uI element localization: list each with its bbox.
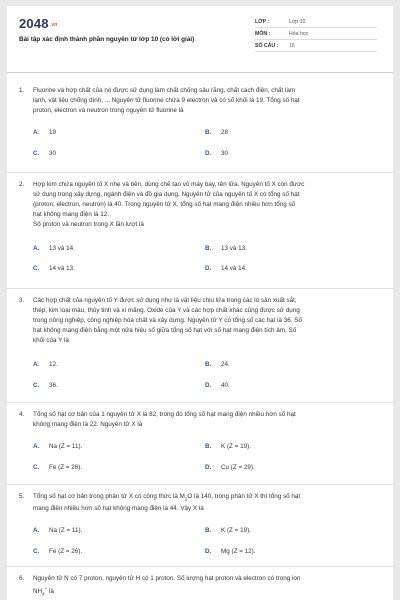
meta-row-count: SỐ CÂU : 15 [255, 40, 377, 52]
option-a[interactable]: A. 19 [33, 129, 57, 136]
question-number: 2. [19, 181, 25, 188]
question-number: 1. [19, 87, 25, 94]
meta-info [255, 16, 377, 52]
question-text-line: thép, kim loại màu, thủy tinh và xi măng. Oxide của Y và các hợp chất khác cũng được sử dụng [33, 307, 300, 314]
question-text-line: hạt không mang điện là 12. [33, 211, 109, 218]
document-title: Bài tập xác định thành phần nguyên tử lớp 10 (có lời giải) [19, 36, 195, 43]
option-b[interactable]: B. 24. [205, 361, 230, 368]
option-d[interactable]: D. Mg (Z = 12). [205, 548, 256, 556]
option-b[interactable]: B. 13 và 13. [205, 245, 247, 252]
document-header [7, 6, 393, 64]
question-text-line: Các hợp chất của nguyên tố Y được sử dụng như là vật liệu chịu lửa trong các lò sản xuất sắt, [33, 297, 297, 304]
option-d[interactable]: D. 30 [205, 150, 229, 157]
option-b[interactable]: B. 28 [205, 129, 229, 136]
question-text-line: proton, electron và neutron trong nguyên tử fluorine là [33, 107, 184, 114]
question-text-line: sử dụng trong xây dựng, ngành điện và đồ gia dụng. Nguyên tử của nguyên tố X có tổng số hạt [33, 191, 300, 198]
question-3 [19, 296, 381, 388]
option-a[interactable]: A. Na (Z = 11). [33, 443, 83, 450]
question-text-line: Fluorine và hợp chất của nó được sử dụng làm chất chống sâu răng, chất cách điện, chất làm [33, 87, 296, 94]
question-text-line: Tổng số hạt cơ bản trong phân tử X có công thức là $M_2O$ là 140, trong phân tử X thì tổng số hạt [33, 493, 301, 502]
question-text-line: không mang điện là 22. Nguyên tử X là [33, 421, 143, 428]
question-number: 4. [19, 411, 25, 418]
meta-row-class: LỚP : Lớp 10 [255, 16, 377, 28]
option-a[interactable]: A. 12. [33, 361, 58, 368]
question-text-line: (proton, electron, neutron) là 40. Trong nguyên tử X, tổng số hạt mang điện nhiều hơn tổng số [33, 201, 296, 208]
option-d[interactable]: D. 40. [205, 382, 230, 389]
logo-suffix: .vn [49, 21, 58, 28]
document-page [7, 6, 393, 600]
question-text-line: hạt không mang điện bằng một nửa hiệu số giữa tổng số hạt với số hạt mang điện tích âm. Số [33, 327, 297, 334]
question-text-line: Nguyên tử N có 7 proton, nguyên tử H có 1 proton. Số lượng hạt proton và electron có trong ion [33, 575, 301, 582]
question-text-line: Tổng số hạt cơ bản của 1 nguyên tử X là 82, trong đó tổng số hạt mang điện nhiều hơn số hạt [33, 411, 296, 418]
question-text-line: Hợp kim chứa nguyên tố X nhẹ và bền, dùng chế tạo vỏ máy bay, tên lửa. Nguyên tố X còn được [33, 181, 305, 188]
site-logo[interactable]: 2048.vn [19, 16, 58, 31]
option-d[interactable]: D. 14 và 14. [205, 265, 247, 272]
question-text-line: khối của Y là [33, 337, 69, 344]
question-number: 3. [19, 297, 25, 304]
question-text-line: $NH_4^+$ là [33, 586, 54, 597]
option-a[interactable]: A. Na (Z = 11). [33, 527, 83, 535]
option-c[interactable]: C. Fe (Z = 26). [33, 548, 83, 556]
question-6 [19, 574, 381, 599]
question-divider [7, 484, 393, 485]
question-5 [19, 492, 381, 556]
option-c[interactable]: C. 36. [33, 382, 58, 389]
question-1 [19, 86, 381, 158]
option-d[interactable]: D. Cu (Z = 29). [205, 464, 255, 471]
question-divider [7, 402, 393, 403]
question-text-line: lạnh, vật liệu chống dính, ... Nguyên tử fluorine chứa 9 electron và có số khối là 19. Tổng số hạt [33, 97, 300, 104]
question-divider [7, 288, 393, 289]
question-divider [7, 566, 393, 567]
option-c[interactable]: C. 30 [33, 150, 57, 157]
option-b[interactable]: B. K (Z = 19). [205, 443, 251, 450]
question-2 [19, 180, 381, 274]
question-divider [7, 172, 393, 173]
option-a[interactable]: A. 13 và 14. [33, 245, 75, 252]
option-c[interactable]: C. Fe (Z = 26). [33, 464, 83, 471]
question-text-line: Số proton và neutron trong X lần lượt là [33, 221, 144, 228]
question-number: 6. [19, 575, 25, 582]
meta-row-subject: MÔN : Hóa học [255, 28, 377, 40]
header-divider [7, 72, 393, 73]
question-4 [19, 410, 381, 472]
question-text-line: mang điện nhiều hơn số hạt không mang điện là 44. Vậy X là [33, 505, 204, 513]
option-b[interactable]: B. K (Z = 19). [205, 527, 251, 535]
option-c[interactable]: C. 14 và 13. [33, 265, 75, 272]
question-number: 5. [19, 493, 25, 500]
question-text-line: trong nông nghiệp, công nghiệp hóa chất và xây dựng. Nguyên tử Y có tổng số các hạt là 36. Số [33, 317, 303, 324]
